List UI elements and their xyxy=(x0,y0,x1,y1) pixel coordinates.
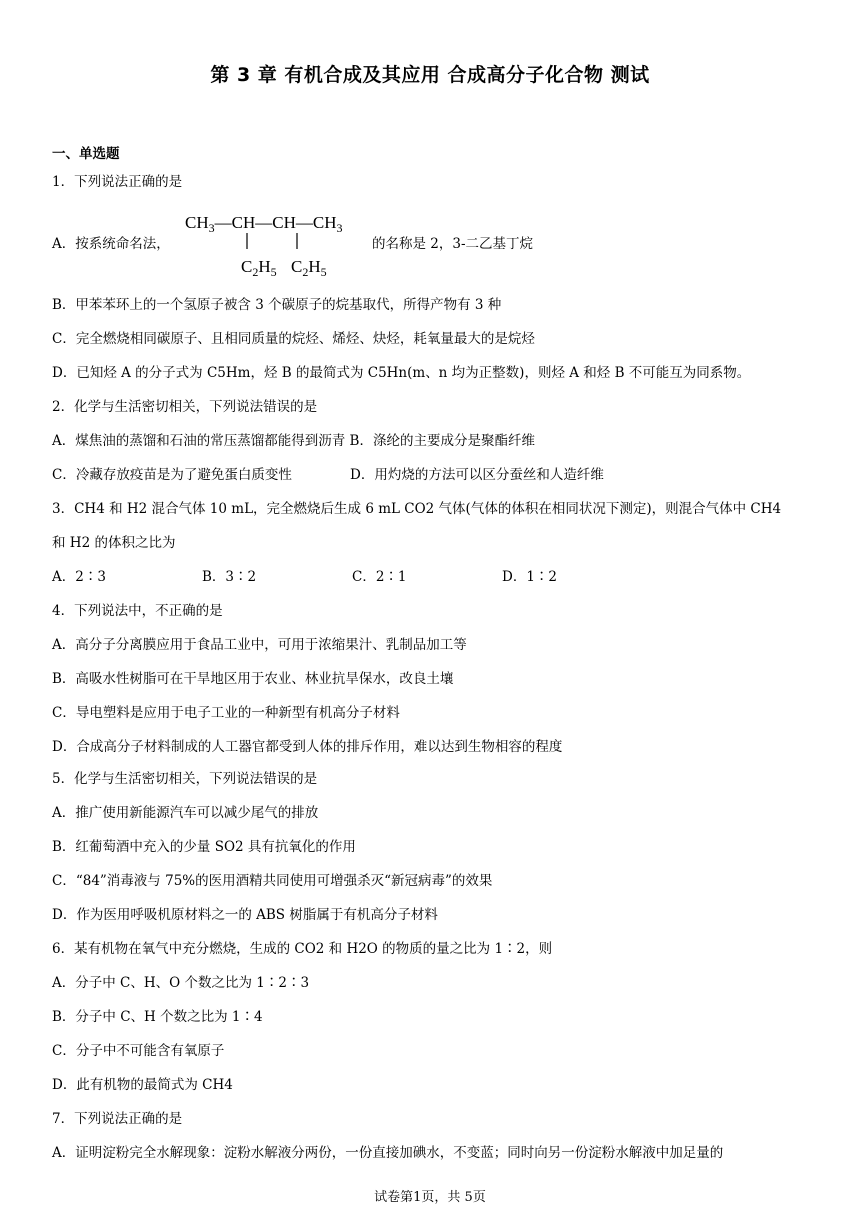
q5-stem: 5．化学与生活密切相关，下列说法错误的是 xyxy=(52,771,318,787)
q6-stem: 6．某有机物在氧气中充分燃烧，生成的 CO2 和 H2O 的物质的量之比为 1∶2，则 xyxy=(52,941,553,957)
section-heading: 一、单选题 xyxy=(52,146,120,162)
q2-option-d: D．用灼烧的方法可以区分蚕丝和人造纤维 xyxy=(350,467,604,483)
q1-option-d: D．已知烃 A 的分子式为 C5Hm，烃 B 的最简式为 C5Hn(m、n 均为正整数)，则烃 A 和烃 B 不可能互为同系物。 xyxy=(52,365,751,381)
q4-option-a: A．高分子分离膜应用于食品工业中，可用于浓缩果汁、乳制品加工等 xyxy=(52,637,467,653)
q3-option-d: D．1∶2 xyxy=(502,569,558,585)
q1-option-b: B．甲苯苯环上的一个氢原子被含 3 个碳原子的烷基取代，所得产物有 3 种 xyxy=(52,297,502,313)
q6-option-d: D．此有机物的最简式为 CH4 xyxy=(52,1077,233,1093)
q1-stem: 1．下列说法正确的是 xyxy=(52,174,183,190)
page-footer: 试卷第1页，共 5页 xyxy=(374,1190,486,1205)
formula-substituent-2: $C_2H_5$ xyxy=(291,257,327,279)
q3-option-c: C．2∶1 xyxy=(352,569,407,585)
q6-option-c: C．分子中不可能含有氧原子 xyxy=(52,1043,225,1059)
q7-option-a: A．证明淀粉完全水解现象：淀粉水解液分两份，一份直接加碘水，不变蓝；同时向另一份淀粉水解液中加足量的 xyxy=(52,1145,724,1161)
q4-option-b: B．高吸水性树脂可在干旱地区用于农业、林业抗旱保水，改良土壤 xyxy=(52,671,454,687)
q3-option-a: A．2∶3 xyxy=(52,569,106,585)
q4-option-c: C．导电塑料是应用于电子工业的一种新型有机高分子材料 xyxy=(52,705,400,721)
formula-substituent-1: $C_2H_5$ xyxy=(241,257,277,279)
q1-structural-formula xyxy=(185,208,385,280)
q7-stem: 7．下列说法正确的是 xyxy=(52,1111,183,1127)
q3-stem-line2: 和 H2 的体积之比为 xyxy=(52,535,176,551)
q4-option-d: D．合成高分子材料制成的人工器官都受到人体的排斥作用，难以达到生物相容的程度 xyxy=(52,739,563,755)
q5-option-a: A．推广使用新能源汽车可以减少尾气的排放 xyxy=(52,805,319,821)
q3-option-b: B．3∶2 xyxy=(202,569,257,585)
q2-option-c: C．冷藏存放疫苗是为了避免蛋白质变性 xyxy=(52,467,292,483)
q4-stem: 4．下列说法中，不正确的是 xyxy=(52,603,223,619)
q5-option-c: C．“84”消毒液与 75%的医用酒精共同使用可增强杀灭“新冠病毒”的效果 xyxy=(52,873,493,889)
q3-stem-line1: 3．CH4 和 H2 混合气体 10 mL，完全燃烧后生成 6 mL CO2 气体(气体的体积在相同状况下测定)，则混合气体中 CH4 xyxy=(52,501,782,517)
page-title: 第 3 章 有机合成及其应用 合成高分子化合物 测试 xyxy=(210,64,650,86)
q6-option-b: B．分子中 C、H 个数之比为 1∶4 xyxy=(52,1009,263,1025)
q5-option-d: D．作为医用呼吸机原材料之一的 ABS 树脂属于有机高分子材料 xyxy=(52,907,438,923)
formula-main-chain: $CH_3—CH—CH—CH_3$ xyxy=(185,213,343,235)
q1-option-a-suffix: 的名称是 2，3-二乙基丁烷 xyxy=(372,236,534,252)
q1-option-a-prefix: A．按系统命名法， xyxy=(52,236,170,252)
q6-option-a: A．分子中 C、H、O 个数之比为 1∶2∶3 xyxy=(52,975,310,991)
q1-option-c: C．完全燃烧相同碳原子、且相同质量的烷烃、烯烃、炔烃，耗氧量最大的是烷烃 xyxy=(52,331,535,347)
q2-option-ab: A．煤焦油的蒸馏和石油的常压蒸馏都能得到沥青 B．涤纶的主要成分是聚酯纤维 xyxy=(52,433,535,449)
q2-stem: 2．化学与生活密切相关，下列说法错误的是 xyxy=(52,399,318,415)
q5-option-b: B．红葡萄酒中充入的少量 SO2 具有抗氧化的作用 xyxy=(52,839,356,855)
